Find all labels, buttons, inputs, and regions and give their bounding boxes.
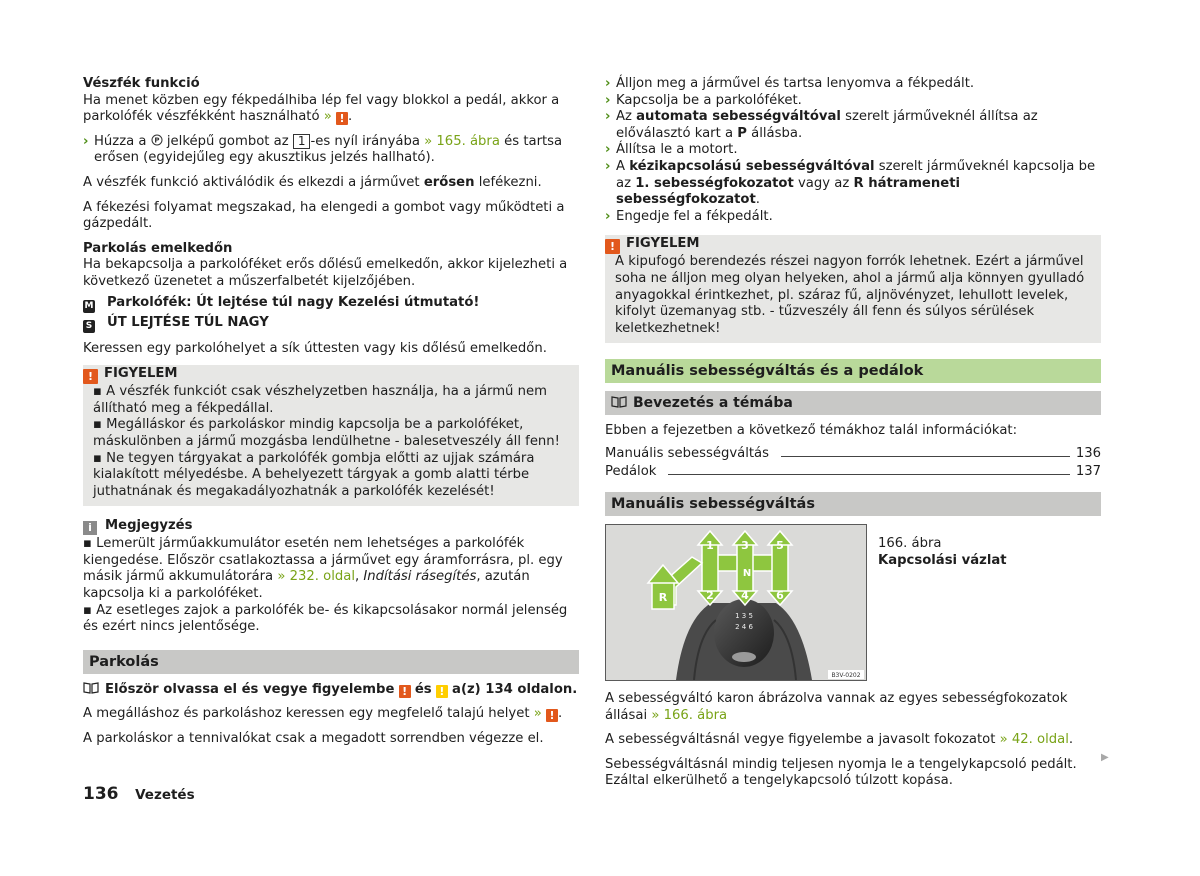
message-m: M Parkolófék: Út lejtése túl nagy Kezelési útmutató! xyxy=(84,294,480,311)
warning-header: ! FIGYELEM xyxy=(83,365,569,384)
order-text: A parkoláskor a tennivalókat csak a megadott sorrendben végezze el. xyxy=(83,731,544,747)
step-item: › Álljon meg a járművel és tartsa lenyomva a fékpedált. xyxy=(605,76,975,91)
page-link[interactable]: » 42. oldal xyxy=(999,732,1069,748)
note-exclamation-icon: ! xyxy=(436,685,448,698)
figure-166 xyxy=(605,524,1101,681)
page-link[interactable]: » 232. oldal xyxy=(277,569,355,585)
toc-row[interactable]: Pedálok 137 xyxy=(605,463,1101,479)
gear-label-5: 5 xyxy=(776,539,784,553)
step-item: › A kézikapcsolású sebességváltóval szerelt járműveknél kapcsolja be az 1. sebességfokozatot vagy az R hátrameneti sebességfokozatot. xyxy=(605,158,1096,208)
chevron-right-icon: › xyxy=(605,158,611,174)
step-item: › Az automata sebességváltóval szerelt járműveknél állítsa az előválasztó kart a P állásba. xyxy=(605,109,1038,141)
figure-caption xyxy=(878,524,1007,681)
right-column xyxy=(605,76,1101,798)
chevron-right-icon: › xyxy=(605,208,611,224)
parking-section-title: Parkolás xyxy=(83,650,579,674)
step-item: › Engedje fel a fékpedált. xyxy=(605,208,773,224)
find-level-text: Keressen egy parkolóhelyet a sík úttesten vagy kis dőlésű emelkedőn. xyxy=(83,340,547,356)
figure-link[interactable]: » 166. ábra xyxy=(651,707,728,723)
left-column xyxy=(83,76,579,756)
warning-exclamation-icon: ! xyxy=(336,112,348,125)
chevron-right-icon: › xyxy=(605,92,611,108)
emergency-brake-intro: Ha menet közben egy fékpedálhiba lép fel vagy blokkol a pedál, akkor a parkolófék vészfékként használható » ! . xyxy=(83,92,560,126)
instrument-m-icon: M xyxy=(84,300,94,311)
hill-parking-title: Parkolás emelkedőn xyxy=(83,240,233,256)
intro-text: Ebben a fejezetben a következő témákhoz talál információkat: xyxy=(605,423,1018,439)
page-number: 136 xyxy=(83,784,119,804)
chevron-right-icon: › xyxy=(605,142,611,158)
warning-exclamation-icon: ! xyxy=(83,369,98,384)
chevron-right-icon: › xyxy=(605,76,611,91)
gear-label-n: N xyxy=(742,568,752,580)
figure-code: B3V-0202 xyxy=(831,672,861,680)
warning-box xyxy=(83,365,579,506)
emergency-step: › Húzza a P jelképű gombot az 1 -es nyíl irányába » 165. ábra és tartsa erősen (egyidejűleg egy akusztikus jelzés hallható). xyxy=(83,133,563,166)
warning-item: ▪ A vészfék funkciót csak vészhelyzetben használja, ha a jármű nem állítható meg a fékpedállal. xyxy=(93,384,547,416)
warning-exclamation-icon: ! xyxy=(546,709,558,722)
warning-exclamation-icon: ! xyxy=(399,685,411,698)
stop-park-text: A megálláshoz és parkoláshoz keressen egy megfelelő talajú helyet » ! . xyxy=(83,706,563,723)
manual-shift-title: Manuális sebességváltás xyxy=(605,492,1101,516)
note-box xyxy=(83,518,579,636)
intro-subsection-title: Bevezetés a témába xyxy=(605,391,1101,415)
book-icon xyxy=(611,396,627,408)
footer-section: Vezetés xyxy=(135,787,195,803)
svg-text:2 4 6: 2 4 6 xyxy=(735,623,753,632)
manual-shift-section-title: Manuális sebességváltás és a pedálok xyxy=(605,359,1101,383)
gear-label-1: 1 xyxy=(706,539,714,553)
book-icon xyxy=(83,682,99,694)
figure-title: Kapcsolási vázlat xyxy=(878,552,1007,568)
warning-exclamation-icon: ! xyxy=(605,239,620,254)
step-item: › Kapcsolja be a parkolóféket. xyxy=(605,92,802,108)
emergency-brake-title: Vészfék funkció xyxy=(83,76,200,91)
interrupt-text: A fékezési folyamat megszakad, ha elengedi a gombot vagy működteti a gázpedált. xyxy=(83,199,565,232)
warning-header: ! FIGYELEM xyxy=(605,235,1091,254)
svg-text:P: P xyxy=(154,136,160,145)
chevron-right-icon: › xyxy=(605,109,611,125)
instrument-s-icon: S xyxy=(83,320,95,333)
arrow-key-label: 1 xyxy=(293,134,311,149)
page-footer xyxy=(83,786,195,805)
warning-item: ▪ Megálláskor és parkoláskor mindig kapcsolja be a parkolóféket, máskulönben a jármű mozgásba lendülhetne - balesetveszély áll fenn! xyxy=(93,417,560,449)
figure-link[interactable]: » 165. ábra xyxy=(424,133,500,149)
triangle-right-icon: ▶ xyxy=(1101,752,1109,763)
hill-parking-text: Ha bekapcsolja a parkolóféket erős dőlésű emelkedőn, akkor kijelezheti a következő üzenetet a műszerfalbetét kijelzőjében. xyxy=(83,257,568,289)
toc-row[interactable]: Manuális sebességváltás 136 xyxy=(605,445,1101,461)
figure-text: A sebességváltó karon ábrázolva vannak az egyes sebességfokozatok állásai » 166. ábra xyxy=(605,691,1068,723)
note-item: ▪ Lemerült járműakkumulátor esetén nem lehetséges a parkolófék kiengedése. Először csatlakoztassa a járművet egy áramforrásra, pl. egy másik jármű akkumulátorára » 232. oldal, Indítási rásegítés, azután kapcsolja ki a parkolóféket. xyxy=(83,536,563,602)
message-s: S ÚT LEJTÉSE TÚL NAGY xyxy=(83,315,579,333)
step-item: › Állítsa le a motort. xyxy=(605,142,738,158)
chevron-right-icon: › xyxy=(83,133,89,149)
read-first-line: Először olvassa el és vegye figyelembe ! és ! a(z) 134 oldalon. xyxy=(83,682,579,699)
info-icon: i xyxy=(83,521,97,535)
gear-label-3: 3 xyxy=(741,539,749,553)
gear-label-2: 2 xyxy=(706,589,714,603)
gear-label-6: 6 xyxy=(776,589,784,603)
warning-text: A kipufogó berendezés részei nagyon forrók lehetnek. Ezért a járművel soha ne álljon meg olyan helyeken, ahol a jármű alja könnyen gyulladó anyagokkal érintkezhet, pl. száraz fű, aljnövényzet, lehullott levelek, kifolyt üzemanyag stb. - tűzveszély áll fenn és súlyos sérülések keletkezhetnek! xyxy=(615,254,1085,336)
figure-number: 166. ábra xyxy=(878,536,942,552)
svg-text:1 3 5: 1 3 5 xyxy=(735,612,753,621)
gearshift-diagram xyxy=(605,524,867,681)
clutch-text: Sebességváltásnál mindig teljesen nyomja le a tengelykapcsoló pedált. Ezáltal elkerülhető a tengelykapcsoló túlzott kopása. xyxy=(605,756,1077,789)
activates-text: A vészfék funkció aktiválódik és elkezdi a járművet erősen lefékezni. xyxy=(83,174,542,190)
gearshift-svg xyxy=(606,525,866,680)
note-item: ▪ Az esetleges zajok a parkolófék be- és kikapcsolásakor normál jelenség és ezért nincs jelentősége. xyxy=(83,602,568,635)
warning-item: ▪ Ne tegyen tárgyakat a parkolófék gombja előtti az ujjak számára kialakított mélyedésbe. A behelyezett tárgyak a gomb alatti térbe juthatnának és megakadályozhatnák a parkolófék kezelését! xyxy=(93,450,535,499)
note-header: i Megjegyzés xyxy=(83,518,579,535)
gear-label-r: R xyxy=(658,591,668,605)
warning-box xyxy=(605,235,1101,343)
gear-label-4: 4 xyxy=(741,589,749,603)
parking-brake-icon xyxy=(151,134,163,146)
recommend-text: A sebességváltásnál vegye figyelembe a javasolt fokozatot » 42. oldal. xyxy=(605,732,1074,748)
